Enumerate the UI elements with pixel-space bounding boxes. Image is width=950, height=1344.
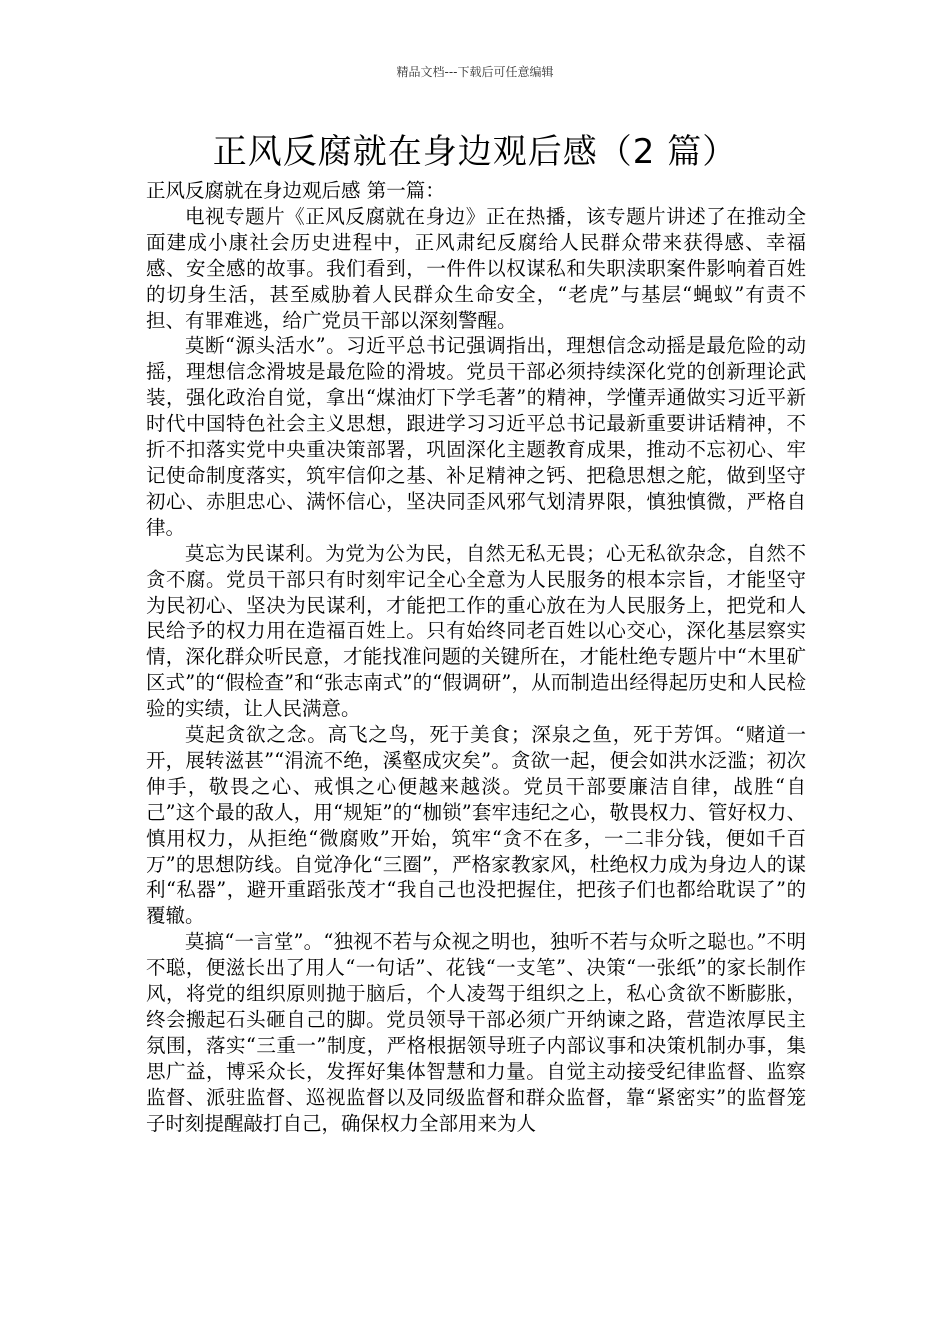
section-heading: 正风反腐就在身边观后感 第一篇： xyxy=(146,179,445,202)
paragraph-greed: 莫起贪欲之念。高飞之鸟，死于美食；深泉之鱼，死于芳饵。“赌道一开，展转滋甚”“涓流不绝，溪壑成灾矣”。贪欲一起，便会如洪水泛滥；初次伸手，敬畏之心、戒惧之心便越来越淡。党员干部要廉洁自律，战胜“自己”这个最的敌人，用“规矩”的“枷锁”套牢违纪之心，敬畏权力、管好权力、慎用权力，从拒绝“微腐败”开始，筑牢“贪不在多，一二非分钱，便如千百万”的思想防线。自觉净化“三圈”，严格家教家风，杜绝权力成为身边人的谋利“私器”，避开重蹈张茂才“我自己也没把握住，把孩子们也都给耽误了”的覆辙。 xyxy=(146,723,806,928)
page-header: 精品文档---下载后可任意编辑 xyxy=(396,65,554,79)
paragraph-source-water: 莫断“源头活水”。习近平总书记强调指出，理想信念动摇是最危险的动摇，理想信念滑坡是最危险的滑坡。党员干部必须持续深化党的创新理论武装，强化政治自觉，拿出“煤油灯下学毛著”的精神，学懂弄通做实习近平新时代中国特色社会主义思想，跟进学习习近平总书记最新重要讲话精神，不折不扣落实党中央重决策部署，巩固深化主题教育成果，推动不忘初心、牢记使命制度落实，筑牢信仰之基、补足精神之钙、把稳思想之舵，做到坚守初心、赤胆忠心、满怀信心，坚决同歪风邪气划清界限，慎独慎微，严格自律。 xyxy=(146,334,806,539)
paragraph-intro: 电视专题片《正风反腐就在身边》正在热播，该专题片讲述了在推动全面建成小康社会历史进程中，正风肃纪反腐给人民群众带来获得感、幸福感、安全感的故事。我们看到，一件件以权谋私和失职渎职案件影响着百姓的切身生活，甚至威胁着人民群众生命安全，“老虎”与基层“蝇蚁”有责不担、有罪难逃，给广党员干部以深刻警醒。 xyxy=(146,204,806,332)
paragraph-serve-people: 莫忘为民谋利。为党为公为民，自然无私无畏；心无私欲杂念，自然不贪不腐。党员干部只有时刻牢记全心全意为人民服务的根本宗旨，才能坚守为民初心、坚决为民谋利，才能把工作的重心放在为人民服务上，把党和人民给予的权力用在造福百姓上。只有始终同老百姓以心交心，深化基层察实情，深化群众听民意，才能找准问题的关键所在，才能杜绝专题片中“木里矿区式”的“假检查”和“张志南式”的“假调研”，从而制造出经得起历史和人民检验的实绩，让人民满意。 xyxy=(146,541,806,721)
paragraph-one-voice: 莫搞“一言堂”。“独视不若与众视之明也，独听不若与众听之聪也。”不明不聪，便滋长出了用人“一句话”、花钱“一支笔”、决策“一张纸”的家长制作风，将党的组织原则抛于脑后，个人凌驾于组织之上，私心贪欲不断膨胀，终会搬起石头砸自己的脚。党员领导干部必须广开纳谏之路，营造浓厚民主氛围，落实“三重一”制度，严格根据领导班子内部议事和决策机制办事，集思广益，博采众长，发挥好集体智慧和力量。自觉主动接受纪律监督、监察监督、派驻监督、巡视监督以及同级监督和群众监督，靠“紧密实”的监督笼子时刻提醒敲打自己，确保权力全部用来为人 xyxy=(146,930,806,1135)
document-title: 正风反腐就在身边观后感（2 篇） xyxy=(212,132,738,172)
document-body xyxy=(146,178,806,1137)
